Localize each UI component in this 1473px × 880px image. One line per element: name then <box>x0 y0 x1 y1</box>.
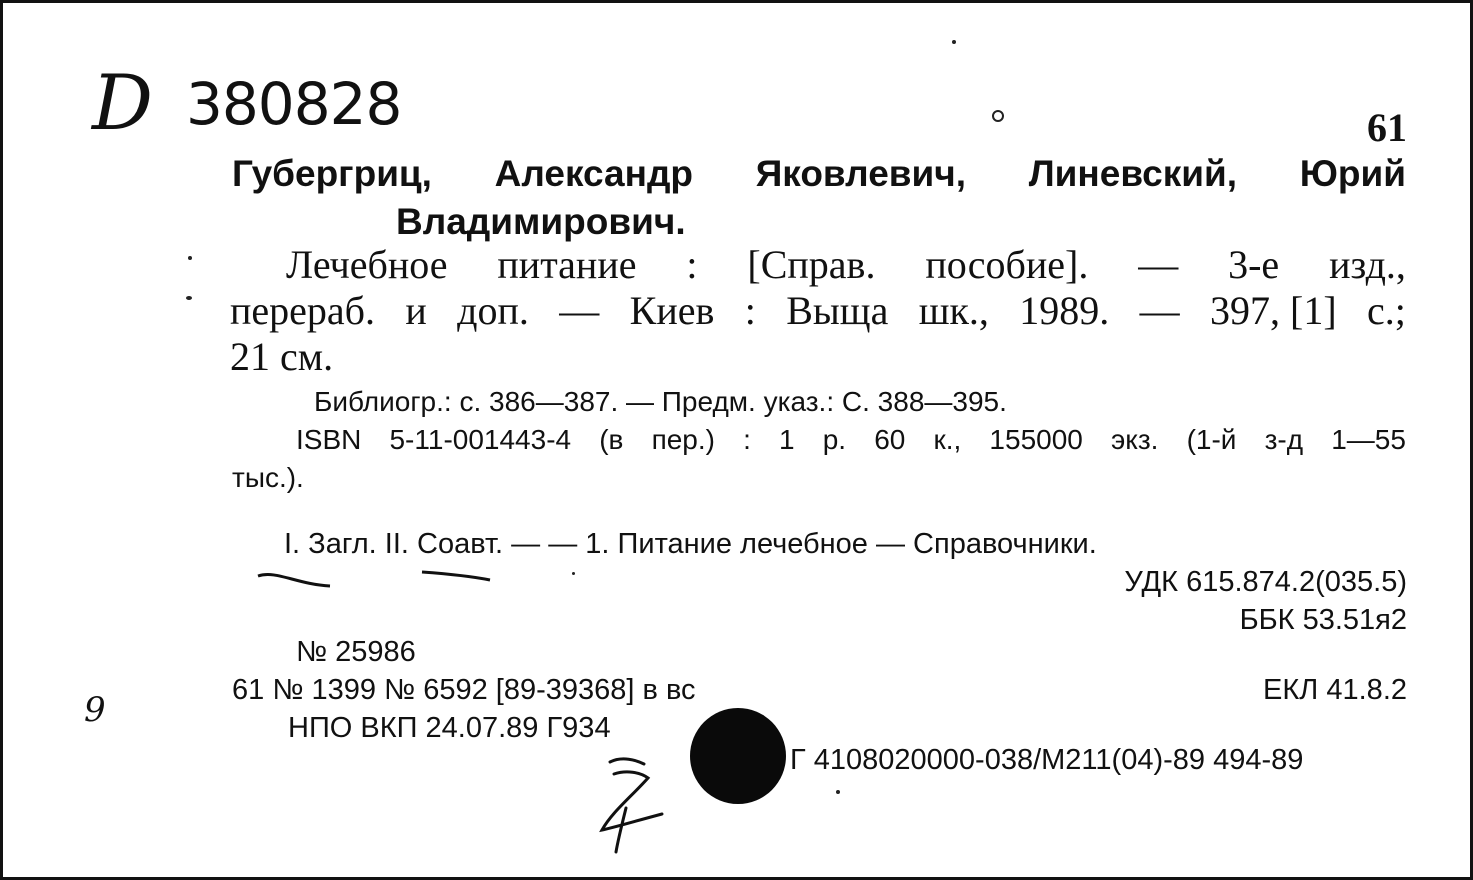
isbn-word: пер.) <box>651 424 715 455</box>
author-line-2: Владимирович. <box>396 201 686 242</box>
author-line-1 <box>232 150 1406 198</box>
title-word: : <box>744 288 756 333</box>
bbk-code: ББК 53.51я2 <box>1239 604 1407 636</box>
title-word: с.; <box>1367 288 1406 333</box>
isbn-word: 60 <box>874 424 906 455</box>
record-number: № 25986 <box>296 636 416 668</box>
title-word: Киев <box>629 288 715 333</box>
isbn-word: 5-11-001443-4 <box>389 424 572 455</box>
title-word: — <box>1139 288 1180 333</box>
isbn-word: (в <box>599 424 624 455</box>
npo-line: НПО ВКП 24.07.89 Г934 <box>288 712 611 744</box>
title-word: шк., <box>918 288 989 333</box>
title-word: и <box>405 288 427 333</box>
class-mark: 61 <box>1367 105 1407 150</box>
title-word: : <box>686 242 698 287</box>
speck <box>188 256 192 260</box>
isbn-word: ISBN <box>296 424 362 455</box>
title-line-2 <box>230 288 1406 334</box>
title-word: 397, [1] <box>1210 288 1337 333</box>
author-word: Александр <box>494 153 694 194</box>
order-line: 61 № 1399 № 6592 [89-39368] в вс <box>232 674 696 706</box>
title-word: Выща <box>786 288 889 333</box>
ekl-code: ЕКЛ 41.8.2 <box>1263 674 1407 706</box>
isbn-line-2: тыс.). <box>232 462 304 493</box>
title-word: Лечебное <box>286 242 448 287</box>
udk-code: УДК 615.874.2(035.5) <box>1124 566 1407 598</box>
tracings: I. Загл. II. Соавт. — — 1. Питание лечебное — Справочники. <box>284 528 1097 560</box>
author-word: Яковлевич, <box>755 153 967 194</box>
isbn-word: 155000 <box>989 424 1083 455</box>
speck <box>836 790 840 794</box>
title-word: — <box>1138 242 1179 287</box>
punch-hole <box>690 708 786 804</box>
title-word: пособие]. <box>925 242 1089 287</box>
title-word: 3-е <box>1228 242 1280 287</box>
isbn-word: к., <box>933 424 962 455</box>
title-word: доп. <box>457 288 529 333</box>
title-word: 1989. <box>1019 288 1110 333</box>
margin-handwritten-mark: 9 <box>84 690 106 730</box>
isbn-word: : <box>743 424 751 455</box>
isbn-word: (1-й <box>1186 424 1237 455</box>
speck <box>952 40 956 44</box>
author-word: Юрий <box>1299 153 1406 194</box>
title-word: питание <box>497 242 637 287</box>
isbn-line-1 <box>296 422 1406 458</box>
title-word: — <box>559 288 600 333</box>
g-code: Г 4108020000-038/М211(04)-89 494-89 <box>790 744 1304 776</box>
isbn-word: р. <box>822 424 847 455</box>
underline-scribble-1 <box>256 568 336 592</box>
title-line-3: 21 см. <box>230 334 334 379</box>
speck <box>992 110 1004 122</box>
isbn-word: экз. <box>1110 424 1159 455</box>
title-word: изд., <box>1329 242 1406 287</box>
author-word: Губергриц, <box>232 153 432 194</box>
speck <box>186 296 192 300</box>
isbn-word: 1—55 <box>1331 424 1406 455</box>
underline-scribble-2 <box>420 566 500 586</box>
speck <box>572 572 575 575</box>
call-letter: D <box>92 58 153 147</box>
isbn-word: 1 <box>779 424 795 455</box>
handwritten-seven <box>592 752 672 856</box>
bibliography-note: Библиогр.: с. 386—387. — Предм. указ.: С. 388—395. <box>314 386 1007 417</box>
title-word: перераб. <box>230 288 376 333</box>
call-number: 380828 <box>186 70 402 138</box>
isbn-word: з-д <box>1264 424 1304 455</box>
author-word: Линевский, <box>1028 153 1238 194</box>
title-line-1 <box>230 242 1406 288</box>
title-word: [Справ. <box>747 242 876 287</box>
